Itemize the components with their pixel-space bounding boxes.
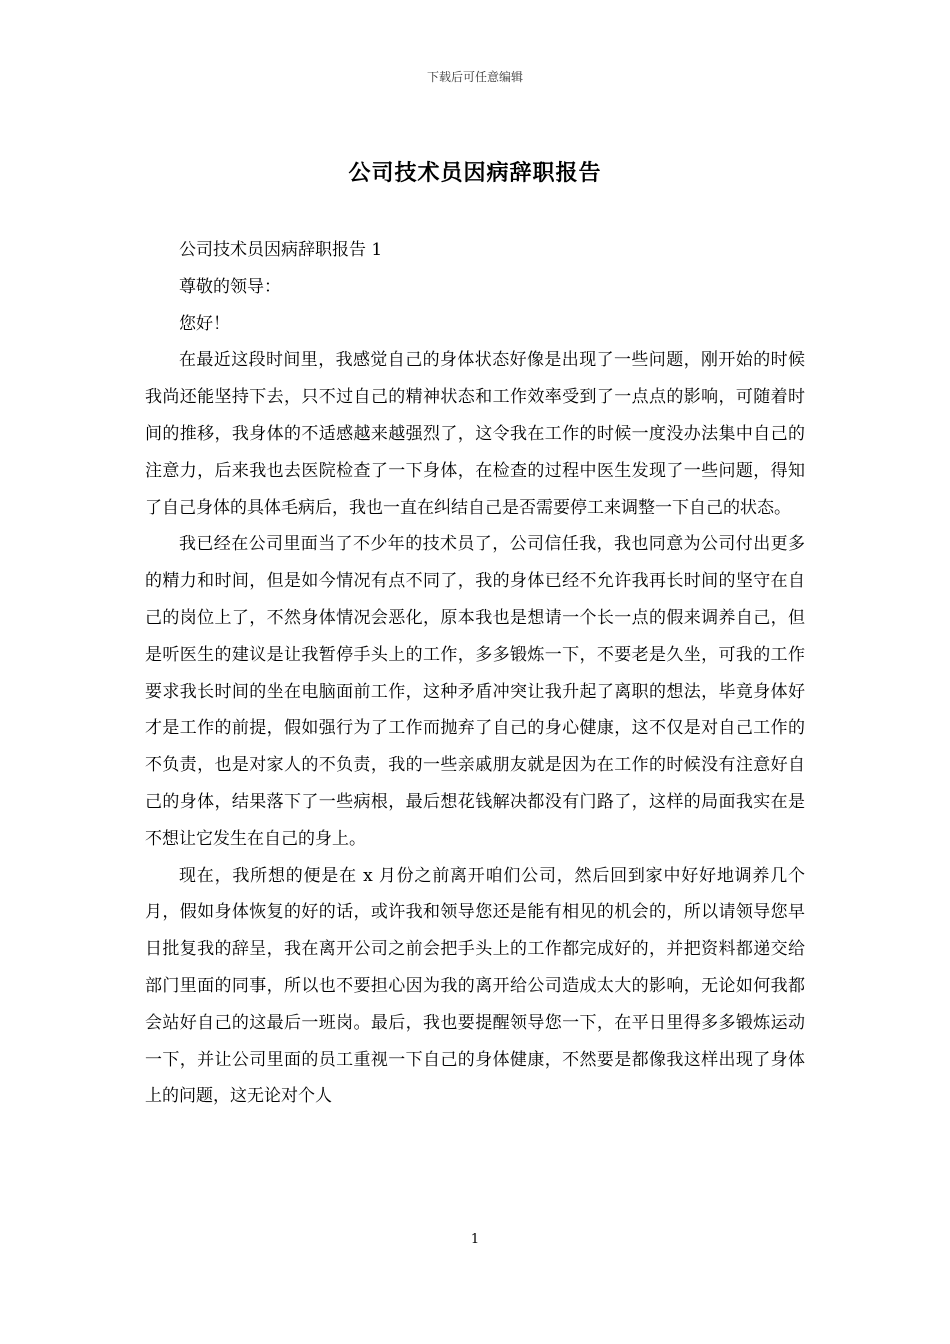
document-subtitle: 公司技术员因病辞职报告 1 (179, 240, 383, 260)
greeting: 您好！ (179, 313, 230, 334)
body-paragraph: 在最近这段时间里，我感觉自己的身体状态好像是出现了一些问题，刚开始的时候我尚还能坚持下去，只不过自己的精神状态和工作效率受到了一点点的影响，可随着时间的推移，我身体的不适感越来越强烈了，这令我在工作的时候一度没办法集中自己的注意力，后来我也去医院检查了一下身体，在检查的过程中医生发现了一些问题，得知了自己身体的具体毛病后，我也一直在纠结自己是否需要停工来调整一下自己的状态。 (145, 350, 805, 518)
header-note: 下载后可任意编辑 (426, 70, 523, 84)
body-paragraph: 我已经在公司里面当了不少年的技术员了，公司信任我，我也同意为公司付出更多的精力和时间，但是如今情况有点不同了，我的身体已经不允许我再长时间的坚守在自己的岗位上了，不然身体情况会恶化，原本我也是想请一个长一点的假来调养自己，但是听医生的建议是让我暂停手头上的工作，多多锻炼一下，不要老是久坐，可我的工作要求我长时间的坐在电脑面前工作，这种矛盾冲突让我升起了离职的想法，毕竟身体好才是工作的前提，假如强行为了工作而抛弃了自己的身心健康，这不仅是对自己工作的不负责，也是对家人的不负责，我的一些亲戚朋友就是因为在工作的时候没有注意好自己的身体，结果落下了一些病根，最后想花钱解决都没有门路了，这样的局面我实在是不想让它发生在自己的身上。 (145, 534, 805, 849)
document-title: 公司技术员因病辞职报告 (348, 160, 602, 186)
page-number: 1 (470, 1232, 480, 1247)
body-paragraph: 现在，我所想的便是在 x 月份之前离开咱们公司，然后回到家中好好地调养几个月，假如身体恢复的好的话，或许我和领导您还是能有相见的机会的，所以请领导您早日批复我的辞呈，我在离开公司之前会把手头上的工作都完成好的，并把资料都递交给部门里面的同事，所以也不要担心因为我的离开给公司造成太大的影响，无论如何我都会站好自己的这最后一班岗。最后，我也要提醒领导您一下，在平日里得多多锻炼运动一下，并让公司里面的员工重视一下自己的身体健康，不然要是都像我这样出现了身体上的问题，这无论对个人 (145, 865, 805, 1107)
salutation: 尊敬的领导： (179, 276, 281, 297)
document-body (145, 232, 805, 1115)
